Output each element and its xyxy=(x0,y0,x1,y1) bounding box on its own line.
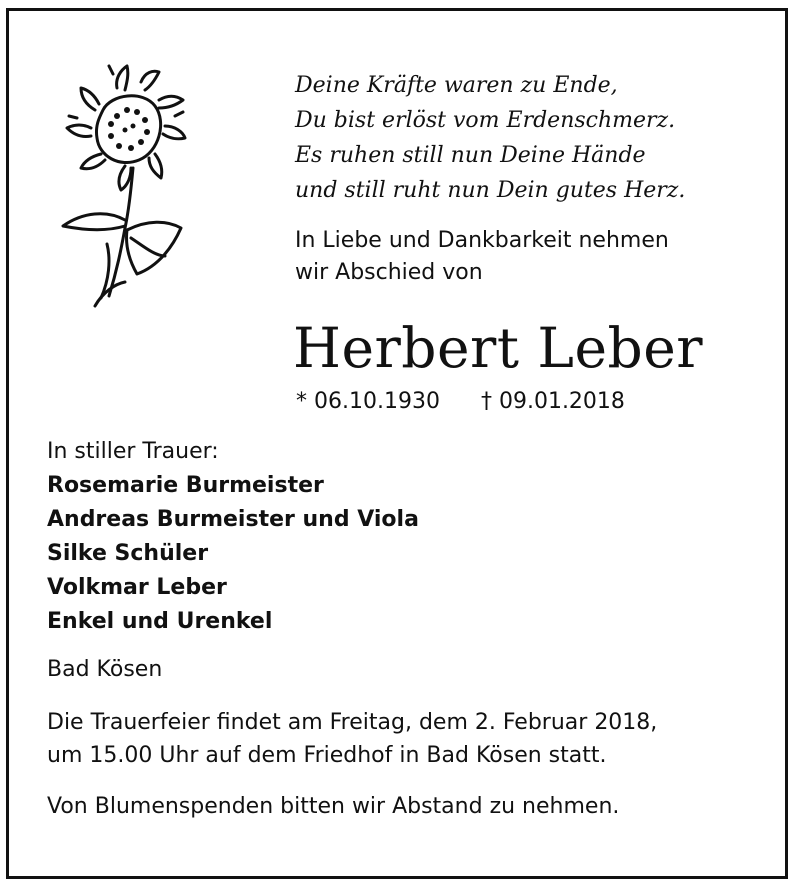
birth-date: * 06.10.1930 xyxy=(296,389,440,414)
mourners-heading: In stiller Trauer: xyxy=(47,439,219,464)
mourners-list xyxy=(47,435,419,639)
mourner-name: Volkmar Leber xyxy=(47,575,227,600)
farewell-intro xyxy=(295,225,669,289)
ceremony-line: um 15.00 Uhr auf dem Friedhof in Bad Kösen statt. xyxy=(47,743,607,768)
intro-line: wir Abschied von xyxy=(295,260,483,285)
poem-line: und still ruht nun Dein gutes Herz. xyxy=(295,178,686,203)
mourner-name: Silke Schüler xyxy=(47,541,209,566)
place-name: Bad Kösen xyxy=(47,657,163,682)
ceremony-info xyxy=(47,706,657,772)
mourner-name: Rosemarie Burmeister xyxy=(47,473,324,498)
sunflower-icon xyxy=(55,60,205,320)
poem-line: Deine Kräfte waren zu Ende, xyxy=(295,73,618,98)
poem xyxy=(295,68,685,208)
ceremony-line: Die Trauerfeier findet am Freitag, dem 2. Februar 2018, xyxy=(47,710,658,735)
death-date: † 09.01.2018 xyxy=(480,389,625,414)
intro-line: In Liebe und Dankbarkeit nehmen xyxy=(295,228,669,253)
deceased-name: Herbert Leber xyxy=(293,316,704,380)
mourner-name: Andreas Burmeister und Viola xyxy=(47,507,419,532)
flowers-note: Von Blumenspenden bitten wir Abstand zu nehmen. xyxy=(47,794,620,819)
poem-line: Es ruhen still nun Deine Hände xyxy=(295,143,646,168)
life-dates xyxy=(296,385,625,419)
mourner-name: Enkel und Urenkel xyxy=(47,609,273,634)
poem-line: Du bist erlöst vom Erdenschmerz. xyxy=(295,108,676,133)
